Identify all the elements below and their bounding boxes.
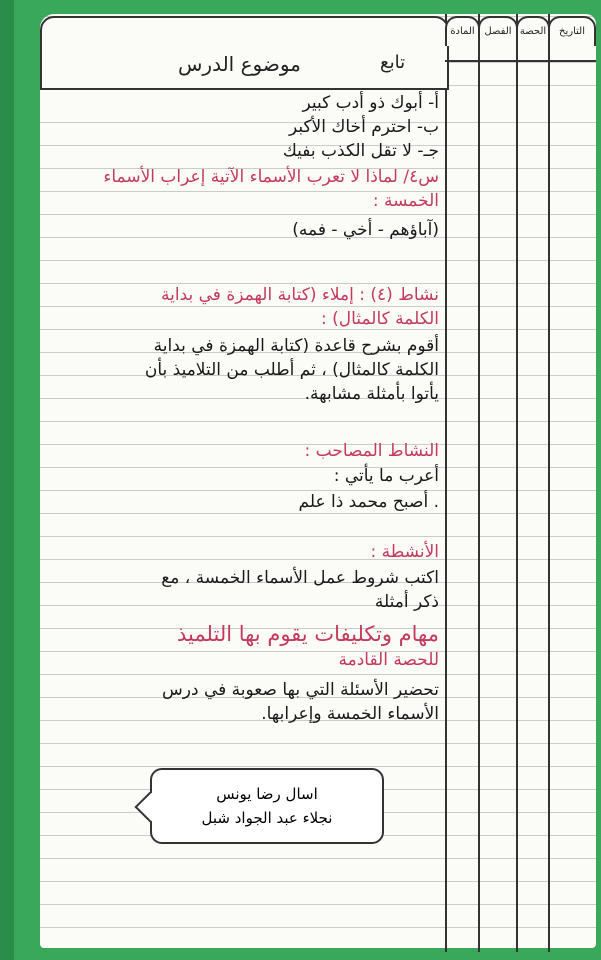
content-line: تحضير الأسئلة التي بها صعوبة في درس: [162, 680, 439, 700]
content-line: أ- أبوك ذو أدب كبير: [302, 93, 439, 113]
content-line: ب- احترم أخاك الأكبر: [288, 117, 439, 137]
header-period: الحصة: [516, 16, 550, 46]
content-line: أقوم بشرح قاعدة (كتابة الهمزة في بداية: [153, 336, 439, 356]
content-line: الكلمة كالمثال) :: [321, 309, 439, 329]
content-line: ذكر أمثلة: [374, 592, 439, 612]
content-line: مهام وتكليفات يقوم بها التلميذ: [177, 622, 439, 646]
content-line: . أصبح محمد ذا علم: [298, 492, 439, 512]
signature-line-2: نجلاء عبد الجواد شبل: [201, 809, 333, 827]
notebook-spine: [0, 0, 14, 960]
lesson-title: موضوع الدرس: [178, 52, 301, 76]
signature-line-1: اسال رضا يونس: [216, 785, 318, 803]
column-divider: [516, 14, 518, 952]
content-line: جـ- لا تقل الكذب بفيك: [282, 141, 439, 161]
content-line: س٤/ لماذا لا تعرب الأسماء الآتية إعراب الأسماء: [103, 167, 439, 187]
content-line: الأنشطة :: [370, 542, 439, 562]
content-line: (آباؤهم - أخي - فمه): [292, 220, 439, 240]
content-line: نشاط (٤) : إملاء (كتابة الهمزة في بداية: [161, 285, 439, 305]
content-line: النشاط المصاحب :: [304, 441, 439, 461]
column-divider: [478, 14, 480, 952]
signature-box: [150, 768, 384, 844]
content-line: الخمسة :: [372, 191, 439, 211]
header-class: الفصل: [478, 16, 518, 46]
content-line: الأسماء الخمسة وإعرابها.: [261, 704, 439, 724]
continued-label: تابع: [380, 52, 406, 73]
content-line: الكلمة كالمثال) ، ثم أطلب من التلاميذ بأن: [144, 360, 439, 380]
column-divider: [548, 14, 550, 952]
content-line: للحصة القادمة: [338, 650, 439, 670]
header-divider: [445, 60, 596, 62]
content-line: اكتب شروط عمل الأسماء الخمسة ، مع: [161, 568, 439, 588]
content-line: أعرب ما يأتي :: [333, 466, 439, 486]
column-divider: [445, 14, 447, 952]
header-date: التاريخ: [548, 16, 596, 46]
content-line: يأتوا بأمثلة مشابهة.: [304, 384, 439, 404]
header-subject: المادة: [445, 16, 480, 46]
